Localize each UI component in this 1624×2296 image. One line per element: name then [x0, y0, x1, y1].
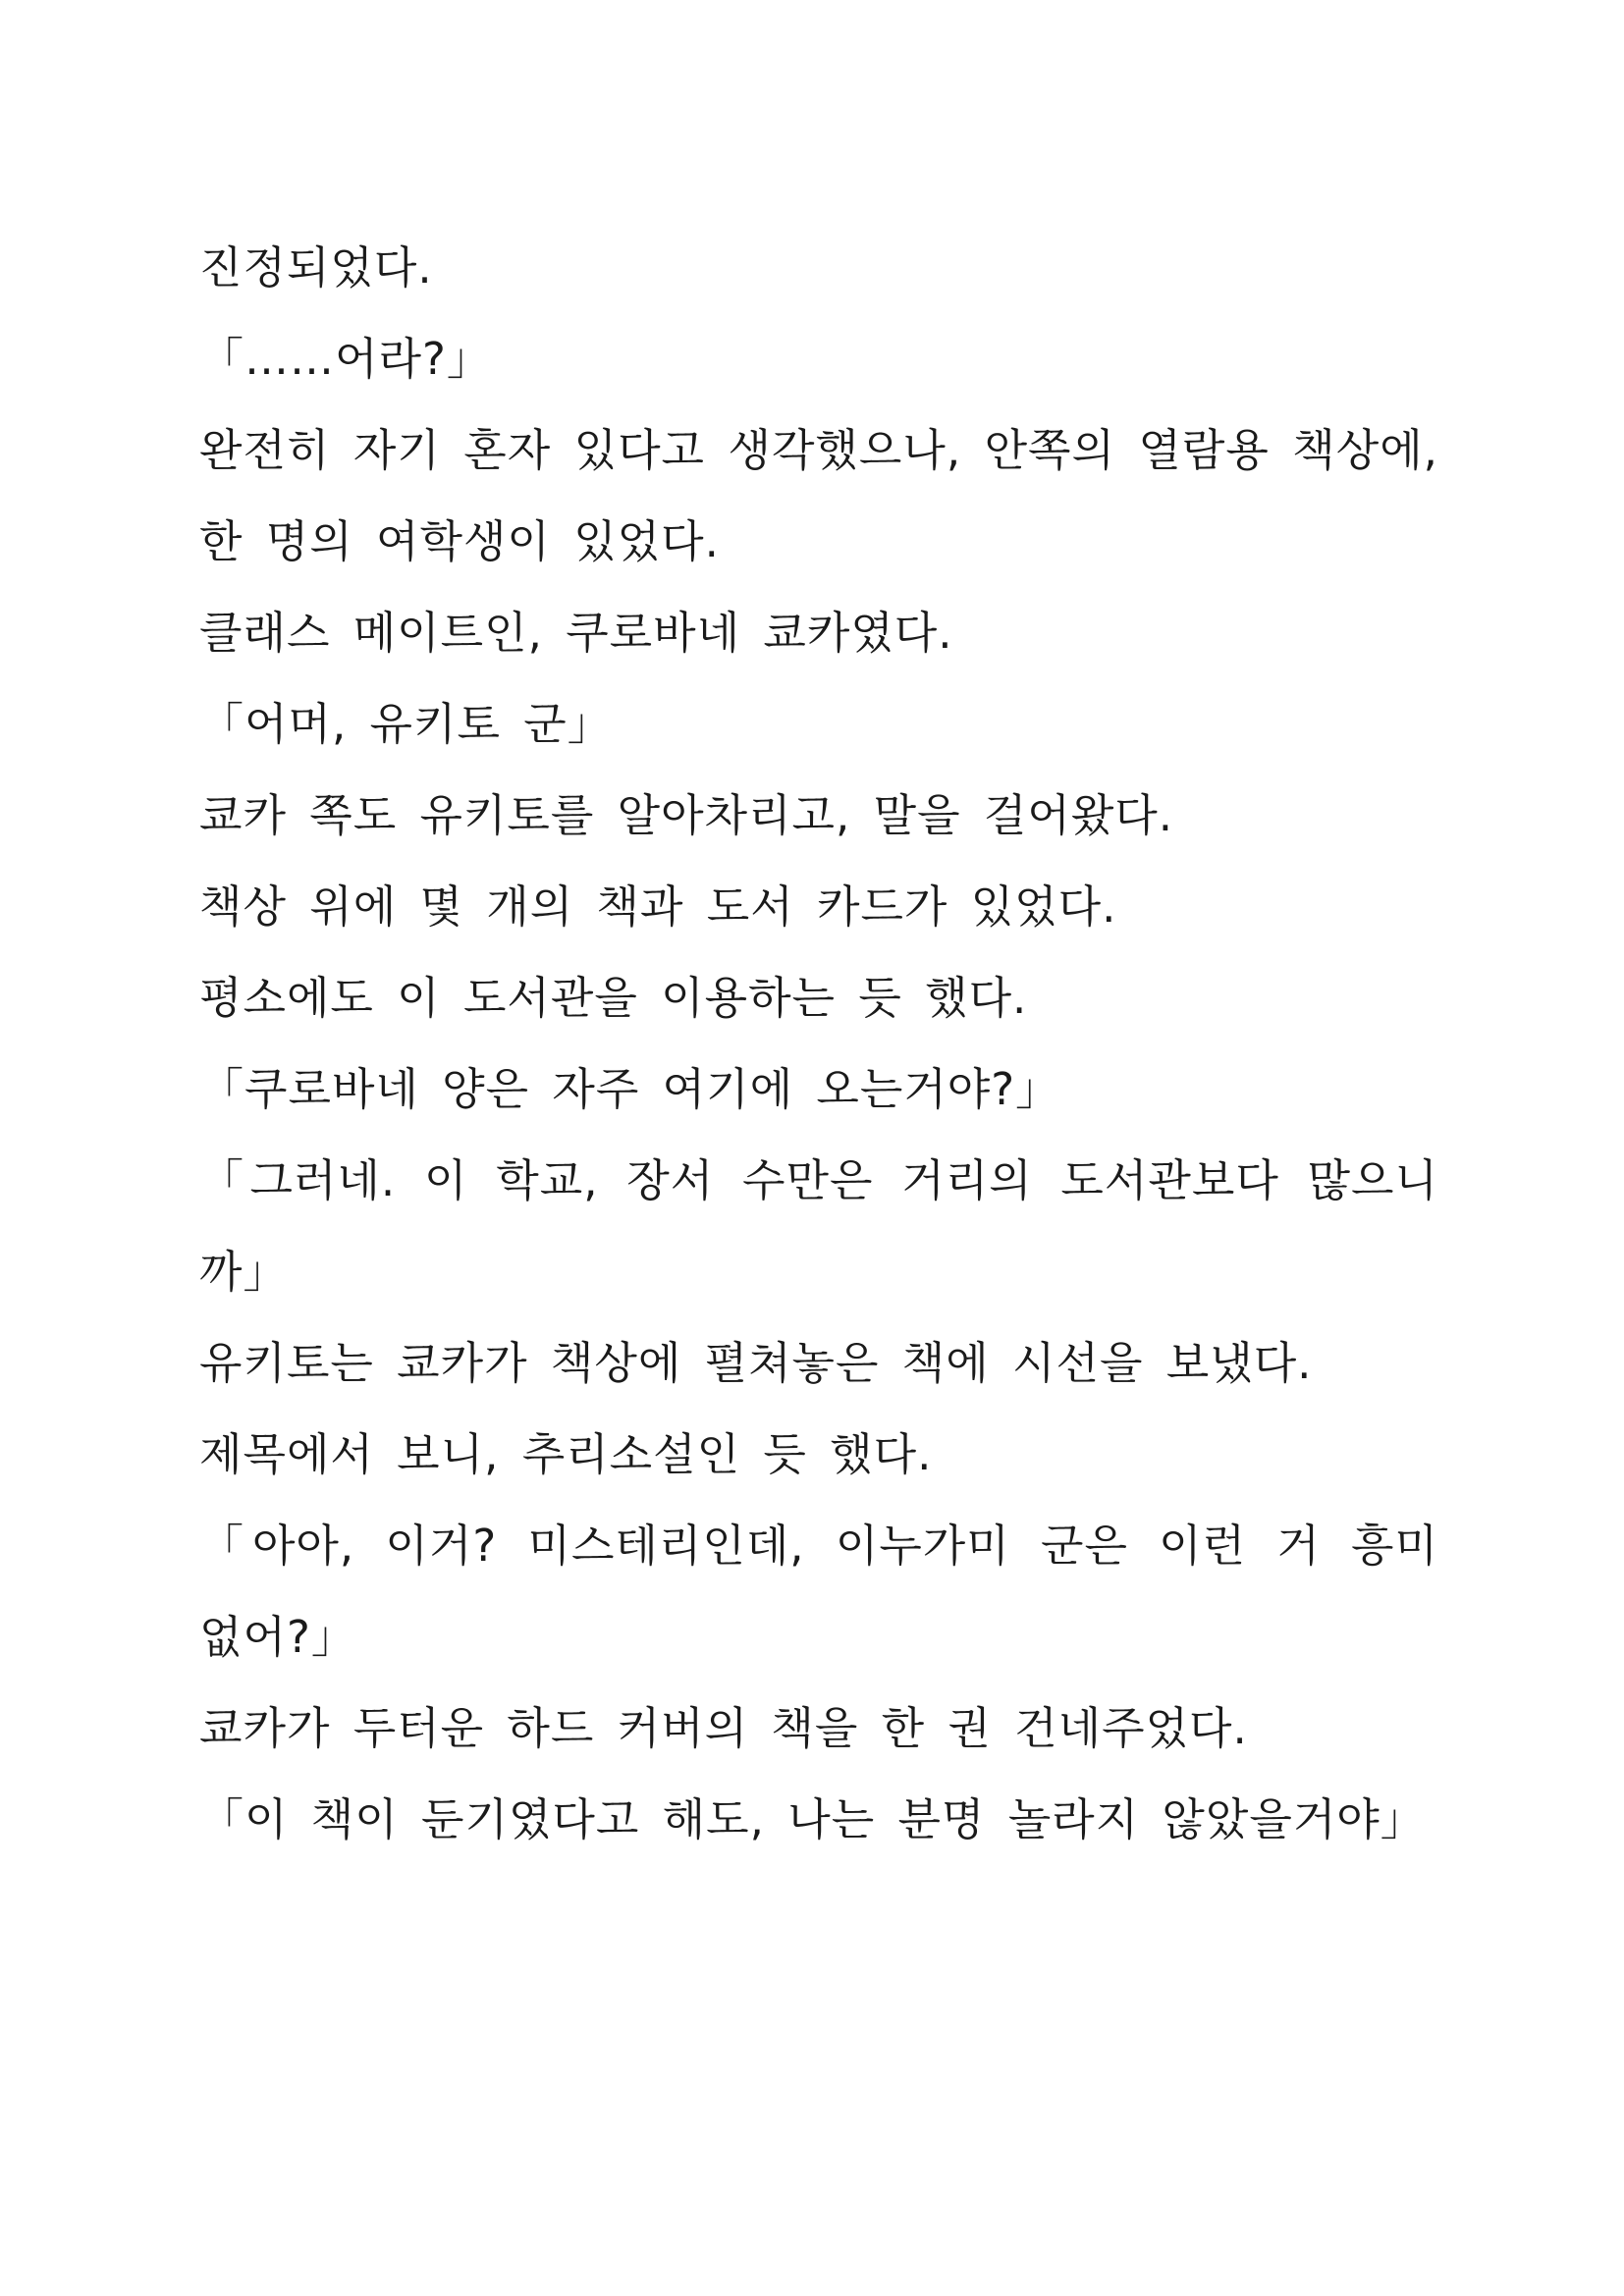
paragraph: 「어머, 유키토 군」	[199, 698, 613, 750]
paragraph: 「……어라?」	[199, 333, 492, 385]
body-text	[199, 222, 1438, 1865]
paragraph: 「그러네. 이 학교, 장서 수만은 거리의 도서관보다 많으니까」	[199, 1154, 1438, 1298]
paragraph: 유키토는 쿄카가 책상에 펼쳐놓은 책에 시선을 보냈다.	[199, 1337, 1313, 1389]
paragraph: 완전히 자기 혼자 있다고 생각했으나, 안쪽의 열람용 책상에, 한 명의 여학생이 있었다.	[199, 424, 1438, 567]
paragraph: 제목에서 보니, 추리소설인 듯 했다.	[199, 1428, 933, 1480]
paragraph: 클래스 메이트인, 쿠로바네 쿄카였다.	[199, 607, 953, 659]
paragraph: 「아아, 이거? 미스테리인데, 이누가미 군은 이런 거 흥미 없어?」	[199, 1520, 1438, 1663]
paragraph: 쿄카 쪽도 유키토를 알아차리고, 말을 걸어왔다.	[199, 789, 1174, 841]
paragraph: 쿄카가 두터운 하드 커버의 책을 한 권 건네주었다.	[199, 1702, 1248, 1754]
paragraph: 진정되었다.	[199, 241, 433, 294]
paragraph: 「쿠로바네 양은 자주 여기에 오는거야?」	[199, 1063, 1061, 1115]
paragraph: 평소에도 이 도서관을 이용하는 듯 했다.	[199, 972, 1028, 1024]
paragraph: 책상 위에 몇 개의 책과 도서 카드가 있었다.	[199, 881, 1117, 933]
paragraph: 「이 책이 둔기였다고 해도, 나는 분명 놀라지 않았을거야」	[199, 1793, 1426, 1845]
